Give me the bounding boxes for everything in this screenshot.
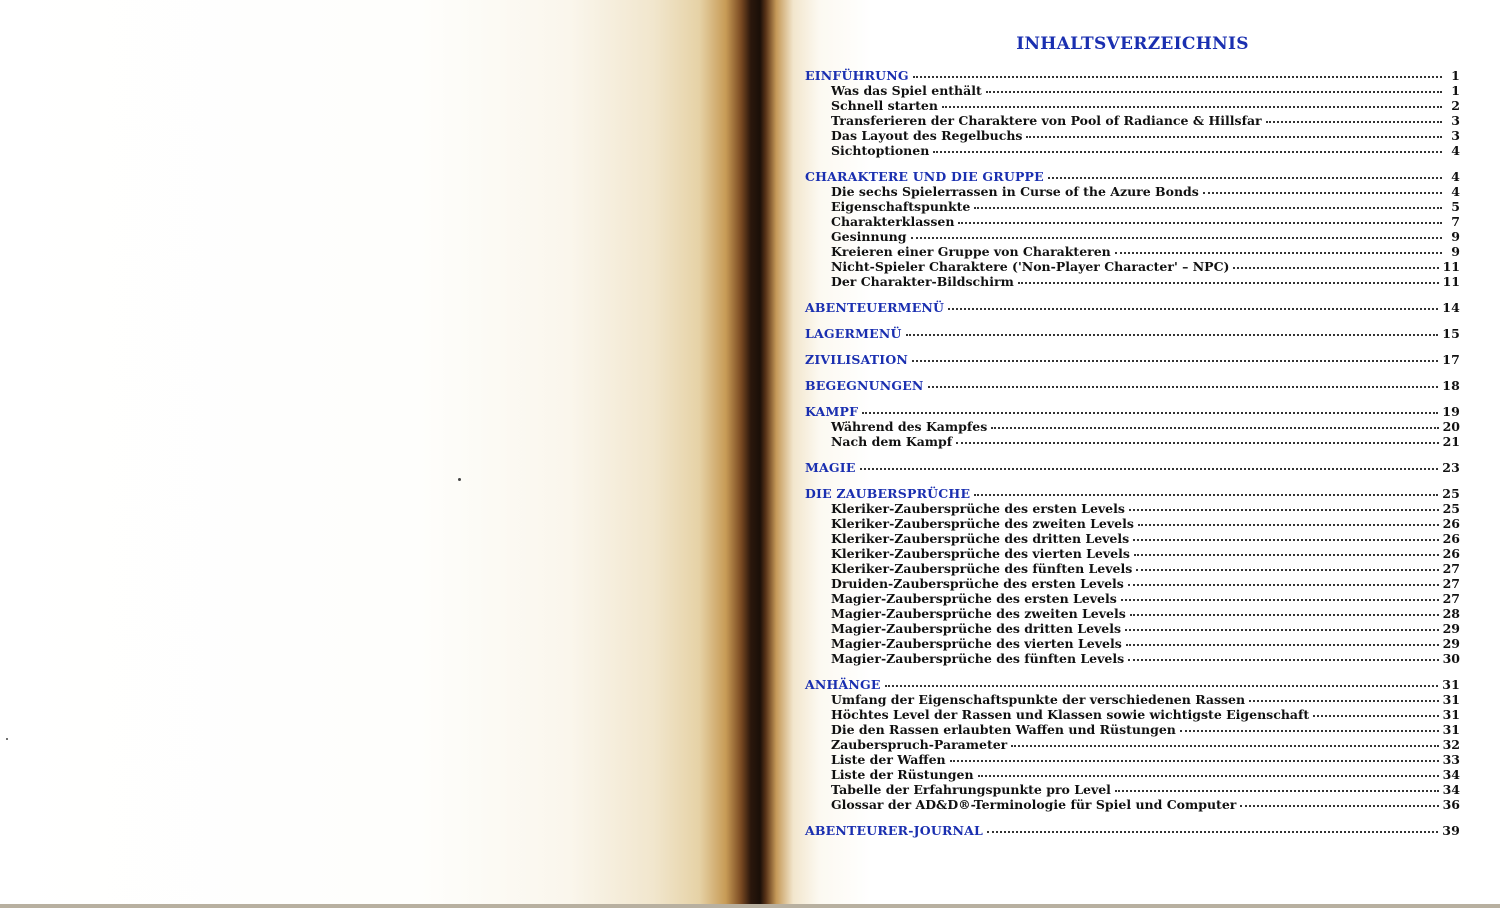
toc-entry-page-number: 11 bbox=[1442, 274, 1460, 289]
dot-leader bbox=[1180, 729, 1439, 732]
dot-leader bbox=[1313, 714, 1438, 717]
toc-section-heading bbox=[805, 352, 1460, 367]
toc-entry bbox=[805, 83, 1460, 98]
toc-entry-page-number: 28 bbox=[1442, 606, 1460, 621]
toc-entry-page-number: 30 bbox=[1442, 651, 1460, 666]
toc-entry-label: Liste der Rüstungen bbox=[831, 767, 974, 782]
dot-leader bbox=[1026, 135, 1442, 138]
dot-leader bbox=[906, 333, 1439, 336]
toc-entry-label: Gesinnung bbox=[831, 229, 907, 244]
toc-entry-label: Glossar der AD&D®-Terminologie für Spiel und Computer bbox=[831, 797, 1237, 812]
dot-leader bbox=[1125, 628, 1439, 631]
toc-entry bbox=[805, 184, 1460, 199]
toc-entry-label: Magier-Zaubersprüche des vierten Levels bbox=[831, 636, 1122, 651]
toc-section-heading bbox=[805, 68, 1460, 83]
toc-entry bbox=[805, 419, 1460, 434]
toc-section-heading-page-number: 31 bbox=[1442, 677, 1460, 692]
toc-entry bbox=[805, 767, 1460, 782]
toc-entry bbox=[805, 636, 1460, 651]
dot-leader bbox=[974, 206, 1442, 209]
toc-entry-label: Druiden-Zaubersprüche des ersten Levels bbox=[831, 576, 1124, 591]
toc-section bbox=[805, 486, 1460, 666]
toc-entry bbox=[805, 244, 1460, 259]
toc-entry bbox=[805, 516, 1460, 531]
dot-leader bbox=[860, 467, 1439, 470]
toc-entry bbox=[805, 707, 1460, 722]
toc-entry bbox=[805, 561, 1460, 576]
toc-entry-page-number: 33 bbox=[1442, 752, 1460, 767]
toc-entry-page-number: 27 bbox=[1442, 576, 1460, 591]
toc-entry bbox=[805, 128, 1460, 143]
dot-leader bbox=[950, 759, 1439, 762]
toc-section-heading-page-number: 1 bbox=[1451, 68, 1460, 83]
toc-section-heading bbox=[805, 677, 1460, 692]
toc-entry bbox=[805, 501, 1460, 516]
toc-section bbox=[805, 352, 1460, 367]
toc-entry-page-number: 31 bbox=[1442, 692, 1460, 707]
toc-entry bbox=[805, 752, 1460, 767]
toc-section-heading-label: EINFÜHRUNG bbox=[805, 68, 909, 83]
toc-entry-page-number: 31 bbox=[1442, 722, 1460, 737]
toc-entry bbox=[805, 606, 1460, 621]
toc-entry-label: Kleriker-Zaubersprüche des dritten Levels bbox=[831, 531, 1130, 546]
toc-entry-label: Höchtes Level der Rassen und Klassen sowie wichtigste Eigenschaft bbox=[831, 707, 1310, 722]
dot-leader bbox=[987, 830, 1438, 833]
toc-section-heading-label: BEGEGNUNGEN bbox=[805, 378, 924, 393]
dot-leader bbox=[1115, 251, 1442, 254]
dot-leader bbox=[956, 441, 1438, 444]
toc-entry-label: Während des Kampfes bbox=[831, 419, 988, 434]
toc-section bbox=[805, 823, 1460, 838]
toc-entry bbox=[805, 737, 1460, 752]
dot-leader bbox=[986, 90, 1442, 93]
toc-entry-label: Kreieren einer Gruppe von Charakteren bbox=[831, 244, 1111, 259]
toc-entry-page-number: 4 bbox=[1451, 184, 1460, 199]
dot-leader bbox=[1011, 744, 1438, 747]
toc-entry-label: Magier-Zaubersprüche des fünften Levels bbox=[831, 651, 1125, 666]
toc-section-heading bbox=[805, 300, 1460, 315]
toc-section-heading-page-number: 17 bbox=[1442, 352, 1460, 367]
toc-entry bbox=[805, 651, 1460, 666]
toc-section-heading-label: DIE ZAUBERSPRÜCHE bbox=[805, 486, 971, 501]
toc-section bbox=[805, 378, 1460, 393]
toc-section bbox=[805, 460, 1460, 475]
toc-entry-page-number: 11 bbox=[1442, 259, 1460, 274]
dot-leader bbox=[942, 105, 1442, 108]
toc-section-heading-label: LAGERMENÜ bbox=[805, 326, 902, 341]
toc-entry bbox=[805, 797, 1460, 812]
toc-section-heading bbox=[805, 486, 1460, 501]
toc-section-heading-page-number: 23 bbox=[1442, 460, 1460, 475]
dot-leader bbox=[928, 385, 1439, 388]
toc-entry-page-number: 26 bbox=[1442, 531, 1460, 546]
toc-entry-page-number: 29 bbox=[1442, 636, 1460, 651]
toc-entry-label: Liste der Waffen bbox=[831, 752, 946, 767]
toc-section-heading-label: CHARAKTERE UND DIE GRUPPE bbox=[805, 169, 1044, 184]
toc-entry-page-number: 27 bbox=[1442, 561, 1460, 576]
toc-entry-label: Der Charakter-Bildschirm bbox=[831, 274, 1014, 289]
dot-leader bbox=[1266, 120, 1442, 123]
dot-leader bbox=[911, 236, 1442, 239]
toc-entry-page-number: 29 bbox=[1442, 621, 1460, 636]
toc-entry bbox=[805, 434, 1460, 449]
toc-entry-label: Nach dem Kampf bbox=[831, 434, 953, 449]
toc-section-heading-page-number: 39 bbox=[1442, 823, 1460, 838]
dot-leader bbox=[933, 150, 1442, 153]
toc-entry-label: Die den Rassen erlaubten Waffen und Rüstungen bbox=[831, 722, 1176, 737]
dot-leader bbox=[1133, 538, 1438, 541]
toc-entry-page-number: 31 bbox=[1442, 707, 1460, 722]
paper-speck bbox=[6, 738, 8, 740]
toc-entry-label: Nicht-Spieler Charaktere ('Non-Player Character' – NPC) bbox=[831, 259, 1230, 274]
dot-leader bbox=[913, 75, 1442, 78]
toc-section-heading bbox=[805, 460, 1460, 475]
toc-entry-label: Eigenschaftspunkte bbox=[831, 199, 971, 214]
toc-section bbox=[805, 677, 1460, 812]
toc-entry-label: Das Layout des Regelbuchs bbox=[831, 128, 1023, 143]
dot-leader bbox=[1128, 658, 1438, 661]
toc-section-heading-page-number: 15 bbox=[1442, 326, 1460, 341]
dot-leader bbox=[1048, 176, 1442, 179]
dot-leader bbox=[1240, 804, 1438, 807]
toc-entry bbox=[805, 591, 1460, 606]
toc-section-heading-label: ANHÄNGE bbox=[805, 677, 881, 692]
toc-section-heading-label: KAMPF bbox=[805, 404, 859, 419]
toc-entry bbox=[805, 621, 1460, 636]
paper-speck bbox=[458, 478, 461, 481]
toc-entry-page-number: 26 bbox=[1442, 546, 1460, 561]
toc-section-heading-page-number: 14 bbox=[1442, 300, 1460, 315]
toc-entry bbox=[805, 546, 1460, 561]
dot-leader bbox=[885, 684, 1439, 687]
toc-entry-label: Zauberspruch-Parameter bbox=[831, 737, 1008, 752]
toc-entry-label: Kleriker-Zaubersprüche des ersten Levels bbox=[831, 501, 1125, 516]
page-bottom-edge bbox=[0, 904, 1500, 908]
dot-leader bbox=[1134, 553, 1439, 556]
toc-section-heading-page-number: 25 bbox=[1442, 486, 1460, 501]
dot-leader bbox=[1138, 523, 1439, 526]
toc-entry bbox=[805, 782, 1460, 797]
toc-entry bbox=[805, 722, 1460, 737]
dot-leader bbox=[991, 426, 1438, 429]
toc-entry-page-number: 5 bbox=[1451, 199, 1460, 214]
toc-entry-page-number: 21 bbox=[1442, 434, 1460, 449]
dot-leader bbox=[974, 493, 1438, 496]
toc-section-heading-page-number: 19 bbox=[1442, 404, 1460, 419]
toc-entry-page-number: 2 bbox=[1451, 98, 1460, 113]
dot-leader bbox=[1136, 568, 1438, 571]
dot-leader bbox=[1233, 266, 1438, 269]
toc-entry bbox=[805, 113, 1460, 128]
toc-entry-label: Magier-Zaubersprüche des zweiten Levels bbox=[831, 606, 1126, 621]
toc-entry bbox=[805, 531, 1460, 546]
toc-section-heading bbox=[805, 378, 1460, 393]
toc-section bbox=[805, 326, 1460, 341]
toc-section-heading bbox=[805, 404, 1460, 419]
toc-section-heading-label: ABENTEURER-JOURNAL bbox=[805, 823, 984, 838]
toc-entry bbox=[805, 274, 1460, 289]
toc-entry-label: Charakterklassen bbox=[831, 214, 955, 229]
toc-section-heading-label: MAGIE bbox=[805, 460, 856, 475]
toc-entry-label: Kleriker-Zaubersprüche des vierten Levels bbox=[831, 546, 1130, 561]
toc-section-heading-page-number: 18 bbox=[1442, 378, 1460, 393]
toc-entry-label: Tabelle der Erfahrungspunkte pro Level bbox=[831, 782, 1111, 797]
toc-section bbox=[805, 68, 1460, 158]
dot-leader bbox=[862, 411, 1438, 414]
dot-leader bbox=[1203, 191, 1442, 194]
dot-leader bbox=[948, 307, 1438, 310]
dot-leader bbox=[1130, 613, 1439, 616]
toc-entry-page-number: 34 bbox=[1442, 767, 1460, 782]
toc-title: INHALTSVERZEICHNIS bbox=[1016, 34, 1249, 54]
toc-entry-label: Die sechs Spielerrassen in Curse of the Azure Bonds bbox=[831, 184, 1199, 199]
toc-entry-page-number: 20 bbox=[1442, 419, 1460, 434]
toc-entry bbox=[805, 229, 1460, 244]
toc-entry-page-number: 36 bbox=[1442, 797, 1460, 812]
toc-entry-page-number: 3 bbox=[1451, 128, 1460, 143]
toc-entry-page-number: 25 bbox=[1442, 501, 1460, 516]
toc-body bbox=[805, 68, 1460, 838]
toc-section-heading bbox=[805, 169, 1460, 184]
toc-entry-page-number: 9 bbox=[1451, 244, 1460, 259]
toc-entry-label: Kleriker-Zaubersprüche des zweiten Levels bbox=[831, 516, 1134, 531]
toc-entry-page-number: 7 bbox=[1451, 214, 1460, 229]
table-of-contents bbox=[805, 30, 1460, 849]
dot-leader bbox=[1128, 583, 1439, 586]
toc-entry bbox=[805, 259, 1460, 274]
dot-leader bbox=[1126, 643, 1439, 646]
toc-entry bbox=[805, 143, 1460, 158]
toc-entry-page-number: 34 bbox=[1442, 782, 1460, 797]
dot-leader bbox=[912, 359, 1438, 362]
toc-entry bbox=[805, 199, 1460, 214]
toc-entry-label: Was das Spiel enthält bbox=[831, 83, 982, 98]
toc-entry-label: Kleriker-Zaubersprüche des fünften Levels bbox=[831, 561, 1133, 576]
toc-section-heading-page-number: 4 bbox=[1451, 169, 1460, 184]
dot-leader bbox=[1018, 281, 1439, 284]
toc-entry-label: Umfang der Eigenschaftspunkte der verschiedenen Rassen bbox=[831, 692, 1246, 707]
toc-entry-label: Sichtoptionen bbox=[831, 143, 930, 158]
toc-entry bbox=[805, 576, 1460, 591]
toc-entry-page-number: 27 bbox=[1442, 591, 1460, 606]
toc-section bbox=[805, 404, 1460, 449]
toc-section-heading bbox=[805, 823, 1460, 838]
toc-entry-page-number: 32 bbox=[1442, 737, 1460, 752]
toc-entry-page-number: 9 bbox=[1451, 229, 1460, 244]
toc-entry bbox=[805, 98, 1460, 113]
toc-section bbox=[805, 300, 1460, 315]
toc-entry-page-number: 26 bbox=[1442, 516, 1460, 531]
dot-leader bbox=[1129, 508, 1439, 511]
dot-leader bbox=[1115, 789, 1439, 792]
toc-entry-page-number: 3 bbox=[1451, 113, 1460, 128]
toc-entry-page-number: 1 bbox=[1451, 83, 1460, 98]
toc-section-heading-label: ZIVILISATION bbox=[805, 352, 909, 367]
toc-entry-label: Schnell starten bbox=[831, 98, 938, 113]
dot-leader bbox=[958, 221, 1442, 224]
toc-entry-label: Transferieren der Charaktere von Pool of Radiance & Hillsfar bbox=[831, 113, 1262, 128]
toc-entry-page-number: 4 bbox=[1451, 143, 1460, 158]
toc-entry-label: Magier-Zaubersprüche des ersten Levels bbox=[831, 591, 1117, 606]
dot-leader bbox=[978, 774, 1439, 777]
toc-section bbox=[805, 169, 1460, 289]
toc-entry bbox=[805, 214, 1460, 229]
dot-leader bbox=[1249, 699, 1439, 702]
toc-section-heading-label: ABENTEUERMENÜ bbox=[805, 300, 945, 315]
toc-entry bbox=[805, 692, 1460, 707]
toc-entry-label: Magier-Zaubersprüche des dritten Levels bbox=[831, 621, 1122, 636]
dot-leader bbox=[1121, 598, 1439, 601]
toc-section-heading bbox=[805, 326, 1460, 341]
